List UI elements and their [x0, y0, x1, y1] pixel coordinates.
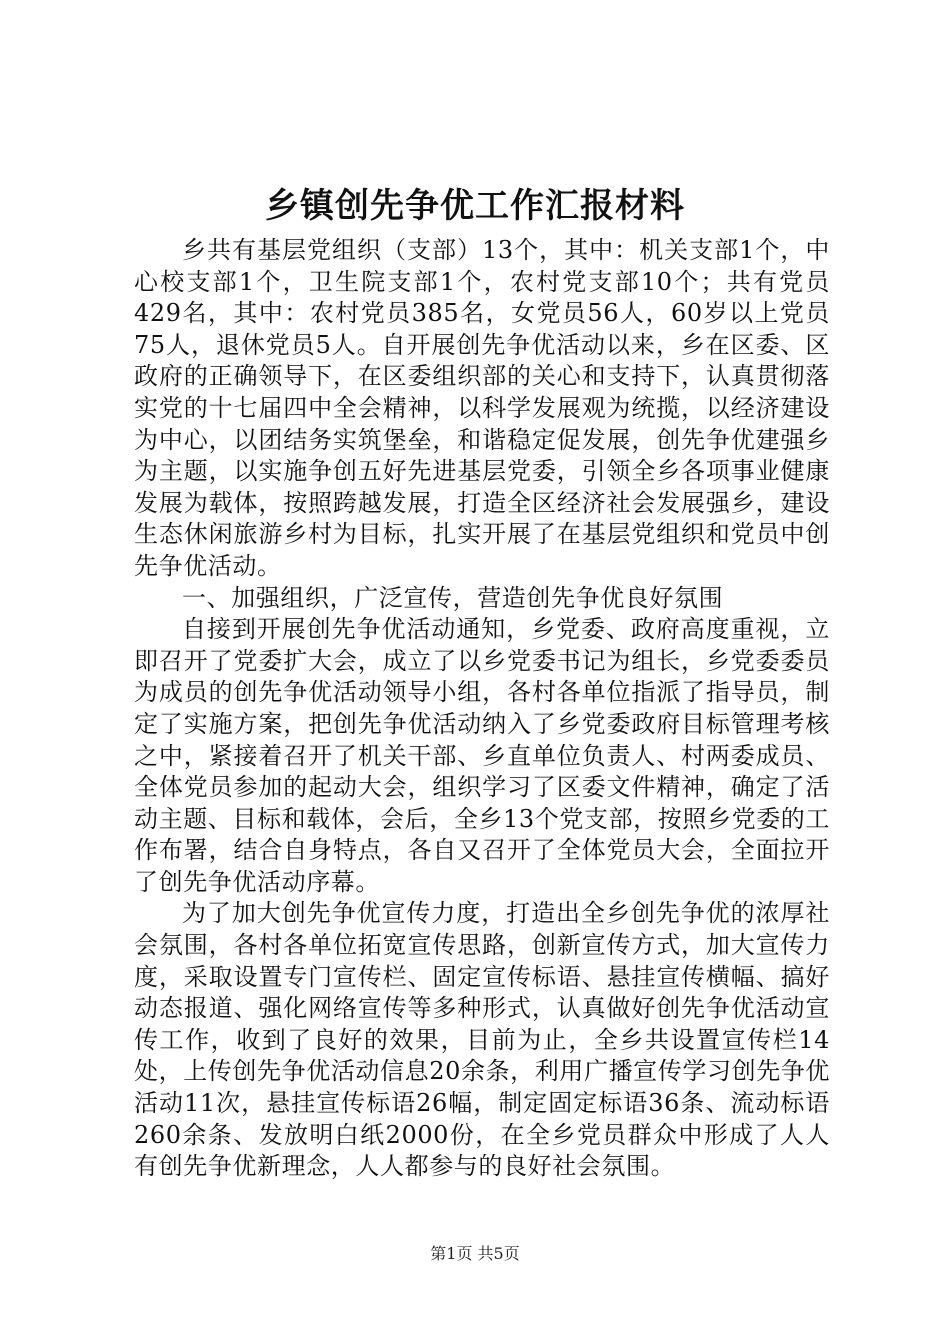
- paragraph-organization: 自接到开展创先争优活动通知，乡党委、政府高度重视，立即召开了党委扩大会，成立了以乡党委书记为组长，乡党委委员为成员的创先争优活动领导小组，各村各单位指派了指导员，制定了实施方案，把创先争优活动纳入了乡党委政府目标管理考核之中，紧接着召开了机关干部、乡直单位负责人、村两委成员、全体党员参加的起动大会，组织学习了区委文件精神，确定了活动主题、目标和载体，会后，全乡13个党支部，按照乡党委的工作布署，结合自身特点，各自又召开了全体党员大会，全面拉开了创先争优活动序幕。: [134, 615, 830, 896]
- paragraph-intro: 乡共有基层党组织（支部）13个，其中：机关支部1个，中心校支部1个，卫生院支部1个，农村党支部10个；共有党员429名，其中：农村党员385名，女党员56人，60岁以上党员75人，退休党员5人。自开展创先争优活动以来，乡在区委、区政府的正确领导下，在区委组织部的关心和支持下，认真贯彻落实党的十七届四中全会精神，以科学发展观为统揽，以经济建设为中心，以团结务实筑堡垒，和谐稳定促发展，创先争优建强乡为主题，以实施争创五好先进基层党委，引领全乡各项事业健康发展为载体，按照跨越发展，打造全区经济社会发展强乡，建设生态休闲旅游乡村为目标，扎实开展了在基层党组织和党员中创先争优活动。: [134, 236, 830, 580]
- document-body: [134, 235, 830, 1183]
- page-footer: 第1页 共5页: [430, 1244, 520, 1263]
- section-heading-1: 一、加强组织，广泛宣传，营造创先争优良好氛围: [182, 583, 724, 612]
- document-title: 乡镇创先争优工作汇报材料: [265, 186, 685, 226]
- paragraph-publicity: 为了加大创先争优宣传力度，打造出全乡创先争优的浓厚社会氛围，各村各单位拓宽宣传思路，创新宣传方式，加大宣传力度，采取设置专门宣传栏、固定宣传标语、悬挂宣传横幅、搞好动态报道、强化网络宣传等多种形式，认真做好创先争优活动宣传工作，收到了良好的效果，目前为止，全乡共设置宣传栏14处，上传创先争优活动信息20余条，利用广播宣传学习创先争优活动11次，悬挂宣传标语26幅，制定固定标语36条、流动标语260余条、发放明白纸2000份，在全乡党员群众中形成了人人有创先争优新理念，人人都参与的良好社会氛围。: [134, 899, 830, 1181]
